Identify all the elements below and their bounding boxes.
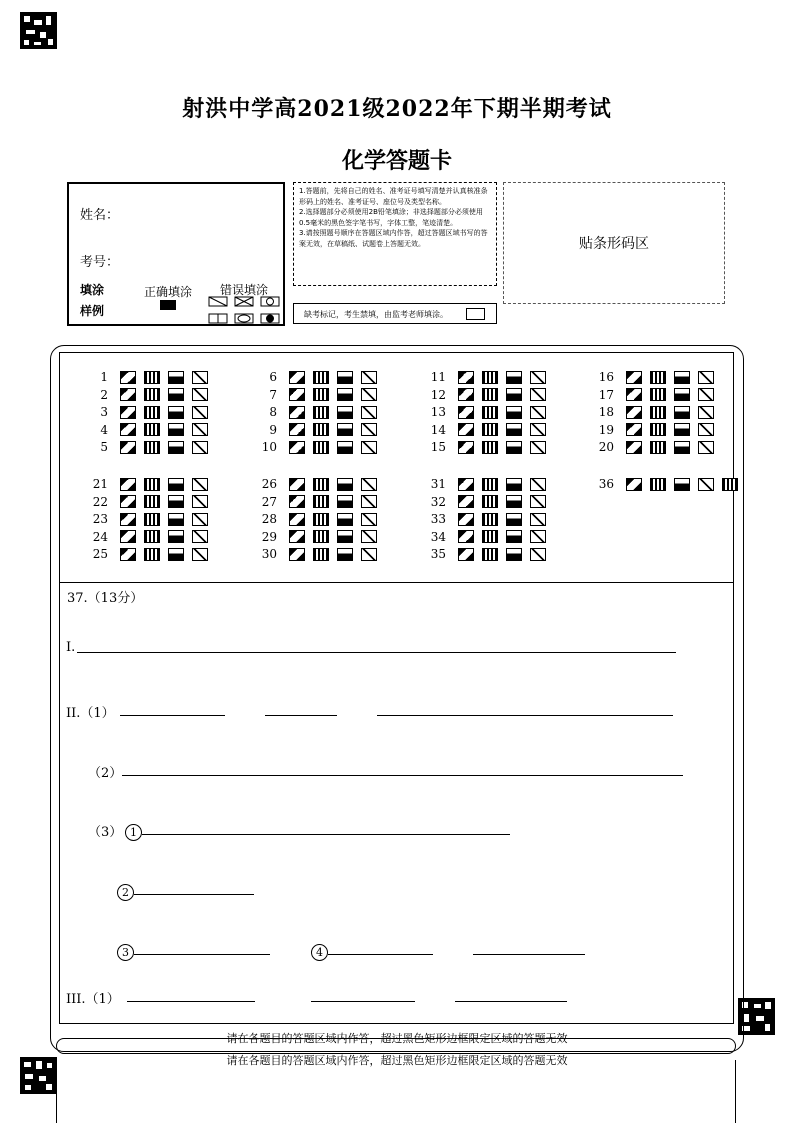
- answer-bubble[interactable]: [337, 441, 353, 454]
- choice-row: [80, 512, 208, 526]
- answer-bubble[interactable]: [650, 406, 666, 419]
- circled-3: 3: [117, 941, 134, 961]
- question-number: 20: [598, 440, 614, 454]
- choice-row: [249, 440, 377, 454]
- answer-bubble[interactable]: [144, 530, 160, 543]
- answer-bubble[interactable]: [482, 495, 498, 508]
- q37-3-1-answer-c[interactable]: [455, 1001, 567, 1002]
- answer-bubble[interactable]: [289, 478, 305, 491]
- q37-2-3-4-answer-a[interactable]: [328, 954, 433, 955]
- answer-bubble[interactable]: [168, 548, 184, 561]
- question-number: 30: [261, 547, 277, 561]
- q37-part1-answer-line[interactable]: [77, 652, 676, 653]
- answer-bubble[interactable]: [168, 513, 184, 526]
- answer-bubble[interactable]: [313, 495, 329, 508]
- answer-bubble[interactable]: [289, 406, 305, 419]
- answer-bubble[interactable]: [313, 530, 329, 543]
- question-number: 10: [261, 440, 277, 454]
- question-number: 24: [92, 529, 108, 544]
- q37-2-3-label: （3）: [88, 825, 123, 840]
- name-field[interactable]: [119, 196, 269, 224]
- answer-bubble[interactable]: [168, 388, 184, 401]
- answer-bubble[interactable]: [530, 478, 546, 491]
- choice-row: [80, 477, 208, 491]
- answer-bubble[interactable]: [626, 441, 642, 454]
- answer-bubble[interactable]: [458, 423, 474, 436]
- q37-3-1-answer-a[interactable]: [127, 1001, 255, 1002]
- q37-2-1-answer-c[interactable]: [377, 715, 673, 716]
- answer-bubble[interactable]: [120, 406, 136, 419]
- circled-2: 2: [117, 881, 134, 901]
- choice-row: [249, 370, 377, 384]
- answer-bubble[interactable]: [698, 441, 714, 454]
- answer-bubble[interactable]: [313, 388, 329, 401]
- exam-no-label: 考号：: [80, 255, 120, 270]
- answer-bubble[interactable]: [361, 441, 377, 454]
- answer-bubble[interactable]: [530, 441, 546, 454]
- answer-bubble[interactable]: [674, 478, 690, 491]
- choice-row: [249, 477, 377, 491]
- question-number: 18: [598, 405, 614, 419]
- instruction-3: 3.请按照题号顺序在答题区域内作答，超过答题区域书写的答案无效，在草稿纸、试题卷上答题无效。: [299, 229, 488, 248]
- choice-row: [418, 530, 546, 544]
- choice-row: [249, 530, 377, 544]
- answer-bubble[interactable]: [650, 478, 666, 491]
- question-number: 14: [430, 422, 446, 437]
- choice-row: [586, 405, 714, 419]
- answer-bubble[interactable]: [120, 371, 136, 384]
- choice-row: [418, 547, 546, 561]
- question-number: 9: [269, 422, 277, 437]
- answer-bubble[interactable]: [674, 423, 690, 436]
- question-number: 17: [598, 387, 614, 402]
- choice-row: [249, 423, 377, 437]
- answer-bubble[interactable]: [144, 478, 160, 491]
- question-number: 7: [269, 387, 277, 402]
- instruction-2: 2.选择题部分必须使用2B铅笔填涂；非选择题部分必须使用0.5毫米的黑色签字笔书写，字体工整，笔迹清楚。: [299, 208, 483, 227]
- choice-row: [418, 370, 546, 384]
- q37-part2-label: II.（1）: [66, 706, 115, 721]
- answer-bubble[interactable]: [337, 423, 353, 436]
- answer-bubble[interactable]: [192, 388, 208, 401]
- next-region-right-edge: [735, 1060, 736, 1123]
- answer-bubble[interactable]: [313, 406, 329, 419]
- answer-bubble[interactable]: [650, 371, 666, 384]
- answer-bubble[interactable]: [482, 441, 498, 454]
- answer-bubble[interactable]: [530, 388, 546, 401]
- answer-bubble[interactable]: [530, 495, 546, 508]
- question-number: 11: [430, 370, 446, 384]
- choice-row: [586, 388, 714, 402]
- answer-bubble[interactable]: [361, 495, 377, 508]
- answer-bubble[interactable]: [506, 530, 522, 543]
- answer-bubble[interactable]: [626, 423, 642, 436]
- answer-bubble[interactable]: [482, 406, 498, 419]
- q37-2-2-label: （2）: [88, 766, 123, 781]
- answer-bubble[interactable]: [458, 388, 474, 401]
- answer-bubble[interactable]: [482, 548, 498, 561]
- answer-bubble[interactable]: [313, 371, 329, 384]
- answer-bubble[interactable]: [313, 478, 329, 491]
- answer-bubble[interactable]: [674, 406, 690, 419]
- answer-bubble[interactable]: [289, 388, 305, 401]
- answer-bubble[interactable]: [144, 441, 160, 454]
- answer-bubble[interactable]: [192, 441, 208, 454]
- choice-row: [249, 512, 377, 526]
- answer-bubble[interactable]: [698, 406, 714, 419]
- question-number: 8: [269, 405, 277, 419]
- question-number: 35: [430, 547, 446, 561]
- wrong-fill-samples: [208, 296, 280, 330]
- footer-warning-1: 请在各题目的答题区域内作答，超过黑色矩形边框限定区域的答题无效: [226, 1032, 568, 1045]
- answer-bubble[interactable]: [168, 371, 184, 384]
- answer-bubble[interactable]: [168, 478, 184, 491]
- answer-bubble[interactable]: [192, 371, 208, 384]
- answer-bubble[interactable]: [458, 441, 474, 454]
- choice-row: [418, 495, 546, 509]
- q37-2-1-answer-b[interactable]: [265, 715, 337, 716]
- answer-bubble[interactable]: [289, 441, 305, 454]
- fill-example-label-2: 样例: [80, 304, 105, 318]
- question-number: 19: [598, 422, 614, 437]
- answer-bubble[interactable]: [289, 495, 305, 508]
- answer-bubble[interactable]: [120, 495, 136, 508]
- answer-bubble[interactable]: [698, 478, 714, 491]
- choice-row: [80, 440, 208, 454]
- answer-bubble[interactable]: [144, 371, 160, 384]
- footer-warning-2: 请在各题目的答题区域内作答，超过黑色矩形边框限定区域的答题无效: [226, 1054, 568, 1067]
- answer-bubble[interactable]: [458, 495, 474, 508]
- answer-bubble[interactable]: [313, 548, 329, 561]
- choice-row: [249, 547, 377, 561]
- answer-bubble[interactable]: [698, 423, 714, 436]
- correct-fill-sample: [160, 300, 176, 310]
- answer-bubble[interactable]: [289, 513, 305, 526]
- answer-bubble[interactable]: [337, 548, 353, 561]
- absent-mark-text: 缺考标记，考生禁填，由监考老师填涂。: [304, 310, 448, 319]
- question-number: 36: [598, 477, 614, 491]
- choice-row: [249, 388, 377, 402]
- answer-bubble[interactable]: [120, 388, 136, 401]
- answer-bubble[interactable]: [506, 478, 522, 491]
- answer-bubble[interactable]: [650, 423, 666, 436]
- answer-bubble[interactable]: [506, 513, 522, 526]
- question-number: 12: [430, 387, 446, 402]
- name-label: 姓名：: [80, 208, 120, 223]
- answer-bubble[interactable]: [674, 388, 690, 401]
- answer-bubble[interactable]: [361, 548, 377, 561]
- answer-bubble[interactable]: [120, 530, 136, 543]
- answer-bubble[interactable]: [626, 406, 642, 419]
- answer-bubble[interactable]: [120, 513, 136, 526]
- wrong-fill-label: 错误填涂: [220, 283, 269, 297]
- choice-row: [418, 423, 546, 437]
- answer-bubble[interactable]: [626, 371, 642, 384]
- answer-bubble[interactable]: [530, 406, 546, 419]
- answer-bubble[interactable]: [530, 530, 546, 543]
- answer-bubble[interactable]: [722, 478, 738, 491]
- choice-row: [418, 405, 546, 419]
- answer-bubble[interactable]: [674, 371, 690, 384]
- answer-bubble[interactable]: [192, 530, 208, 543]
- answer-bubble[interactable]: [482, 423, 498, 436]
- choice-row: [80, 495, 208, 509]
- next-region-left-edge: [56, 1060, 57, 1123]
- answer-bubble[interactable]: [506, 548, 522, 561]
- answer-bubble[interactable]: [120, 478, 136, 491]
- answer-bubble[interactable]: [144, 495, 160, 508]
- answer-bubble[interactable]: [482, 478, 498, 491]
- circled-1: 1: [125, 821, 142, 841]
- question-number: 27: [261, 494, 277, 509]
- answer-bubble[interactable]: [337, 371, 353, 384]
- answer-bubble[interactable]: [626, 478, 642, 491]
- choice-row: [80, 388, 208, 402]
- q37-heading: 37.（13分）: [67, 591, 144, 606]
- q37-2-3-1-answer[interactable]: [142, 834, 510, 835]
- answer-bubble[interactable]: [482, 371, 498, 384]
- answer-bubble[interactable]: [506, 423, 522, 436]
- answer-bubble[interactable]: [458, 478, 474, 491]
- absent-mark-checkbox[interactable]: [466, 308, 485, 320]
- fill-example-label-1: 填涂: [80, 283, 105, 297]
- answer-bubble[interactable]: [458, 406, 474, 419]
- qr-code-top-left: [20, 12, 57, 49]
- question-number: 23: [92, 512, 108, 526]
- answer-bubble[interactable]: [120, 441, 136, 454]
- answer-bubble[interactable]: [458, 548, 474, 561]
- answer-bubble[interactable]: [650, 441, 666, 454]
- answer-bubble[interactable]: [506, 441, 522, 454]
- q37-2-3-4-answer-b[interactable]: [473, 954, 585, 955]
- answer-bubble[interactable]: [506, 495, 522, 508]
- answer-bubble[interactable]: [337, 406, 353, 419]
- choice-row: [418, 388, 546, 402]
- q37-part1-label: I.: [66, 640, 76, 655]
- answer-bubble[interactable]: [192, 495, 208, 508]
- answer-bubble[interactable]: [168, 423, 184, 436]
- answer-bubble[interactable]: [192, 513, 208, 526]
- answer-bubble[interactable]: [458, 513, 474, 526]
- answer-bubble[interactable]: [458, 371, 474, 384]
- q37-2-2-answer[interactable]: [122, 775, 683, 776]
- answer-bubble[interactable]: [144, 423, 160, 436]
- question-number: 1: [100, 370, 108, 384]
- answer-bubble[interactable]: [289, 371, 305, 384]
- question-number: 6: [269, 370, 277, 384]
- answer-bubble[interactable]: [698, 388, 714, 401]
- answer-bubble[interactable]: [313, 513, 329, 526]
- answer-bubble[interactable]: [120, 423, 136, 436]
- q37-2-1-answer-a[interactable]: [120, 715, 225, 716]
- answer-bubble[interactable]: [361, 406, 377, 419]
- question-number: 15: [430, 440, 446, 454]
- answer-bubble[interactable]: [337, 388, 353, 401]
- answer-bubble[interactable]: [144, 388, 160, 401]
- circled-4: 4: [311, 941, 328, 961]
- answer-bubble[interactable]: [626, 388, 642, 401]
- absent-mark-box: [293, 303, 497, 324]
- answer-bubble[interactable]: [482, 513, 498, 526]
- answer-bubble[interactable]: [289, 530, 305, 543]
- choice-row: [586, 477, 738, 491]
- choice-row: [80, 547, 208, 561]
- answer-bubble[interactable]: [144, 406, 160, 419]
- answer-bubble[interactable]: [458, 530, 474, 543]
- question-number: 31: [430, 477, 446, 491]
- answer-bubble[interactable]: [530, 371, 546, 384]
- answer-bubble[interactable]: [144, 513, 160, 526]
- answer-bubble[interactable]: [482, 530, 498, 543]
- choice-row: [80, 423, 208, 437]
- answer-bubble[interactable]: [313, 423, 329, 436]
- exam-no-field[interactable]: [119, 244, 269, 272]
- answer-bubble[interactable]: [361, 530, 377, 543]
- answer-bubble[interactable]: [192, 423, 208, 436]
- exam-title: 射洪中学高2021级2022年下期半期考试: [182, 96, 612, 122]
- question-number: 13: [430, 405, 446, 419]
- answer-bubble[interactable]: [506, 388, 522, 401]
- q37-part3-label: III.（1）: [66, 992, 120, 1007]
- choice-row: [586, 370, 714, 384]
- choice-row: [249, 495, 377, 509]
- answer-bubble[interactable]: [192, 548, 208, 561]
- instructions-box: [293, 182, 497, 286]
- q37-2-3-3-answer[interactable]: [134, 954, 270, 955]
- question-number: 26: [261, 477, 277, 491]
- choice-row: [586, 423, 714, 437]
- answer-bubble[interactable]: [482, 388, 498, 401]
- answer-bubble[interactable]: [530, 513, 546, 526]
- question-number: 34: [430, 529, 446, 544]
- choice-row: [80, 370, 208, 384]
- q37-2-3-2-answer[interactable]: [134, 894, 254, 895]
- answer-bubble[interactable]: [337, 513, 353, 526]
- answer-bubble[interactable]: [168, 495, 184, 508]
- answer-sheet-title: 化学答题卡: [341, 148, 452, 174]
- answer-bubble[interactable]: [168, 441, 184, 454]
- answer-bubble[interactable]: [698, 371, 714, 384]
- choice-row: [418, 440, 546, 454]
- student-info-box: [67, 182, 285, 326]
- answer-bubble[interactable]: [120, 548, 136, 561]
- answer-bubble[interactable]: [289, 548, 305, 561]
- question-number: 21: [92, 477, 108, 491]
- answer-bubble[interactable]: [337, 530, 353, 543]
- question-number: 5: [100, 440, 108, 454]
- answer-bubble[interactable]: [506, 371, 522, 384]
- answer-bubble[interactable]: [361, 478, 377, 491]
- question-number: 28: [261, 512, 277, 526]
- barcode-area-label: 贴条形码区: [579, 236, 649, 252]
- answer-bubble[interactable]: [337, 495, 353, 508]
- section-divider: [59, 582, 734, 583]
- answer-bubble[interactable]: [361, 513, 377, 526]
- question-number: 32: [430, 494, 446, 509]
- answer-bubble[interactable]: [530, 423, 546, 436]
- instruction-1: 1.答题前，先将自己的姓名、准考证号填写清楚并认真核准条形码上的姓名、准考证号、座位号及类型名称。: [299, 187, 488, 206]
- answer-bubble[interactable]: [530, 548, 546, 561]
- answer-bubble[interactable]: [192, 478, 208, 491]
- answer-bubble[interactable]: [361, 388, 377, 401]
- choice-row: [80, 405, 208, 419]
- choice-row: [586, 440, 714, 454]
- choice-row: [249, 405, 377, 419]
- question-number: 4: [100, 422, 108, 437]
- question-number: 22: [92, 494, 108, 509]
- question-number: 29: [261, 529, 277, 544]
- q37-3-1-answer-b[interactable]: [311, 1001, 415, 1002]
- answer-bubble[interactable]: [168, 406, 184, 419]
- choice-row: [418, 477, 546, 491]
- question-number: 2: [100, 387, 108, 402]
- answer-bubble[interactable]: [192, 406, 208, 419]
- answer-bubble[interactable]: [168, 530, 184, 543]
- question-number: 25: [92, 547, 108, 561]
- choice-row: [80, 530, 208, 544]
- choice-row: [418, 512, 546, 526]
- answer-bubble[interactable]: [650, 388, 666, 401]
- question-number: 16: [598, 370, 614, 384]
- answer-bubble[interactable]: [144, 548, 160, 561]
- answer-bubble[interactable]: [506, 406, 522, 419]
- question-number: 3: [100, 405, 108, 419]
- answer-bubble[interactable]: [361, 371, 377, 384]
- answer-bubble[interactable]: [337, 478, 353, 491]
- barcode-area: [503, 182, 725, 304]
- answer-bubble[interactable]: [674, 441, 690, 454]
- answer-bubble[interactable]: [313, 441, 329, 454]
- answer-bubble[interactable]: [361, 423, 377, 436]
- question-number: 33: [430, 512, 446, 526]
- correct-fill-label: 正确填涂: [144, 285, 193, 299]
- answer-bubble[interactable]: [289, 423, 305, 436]
